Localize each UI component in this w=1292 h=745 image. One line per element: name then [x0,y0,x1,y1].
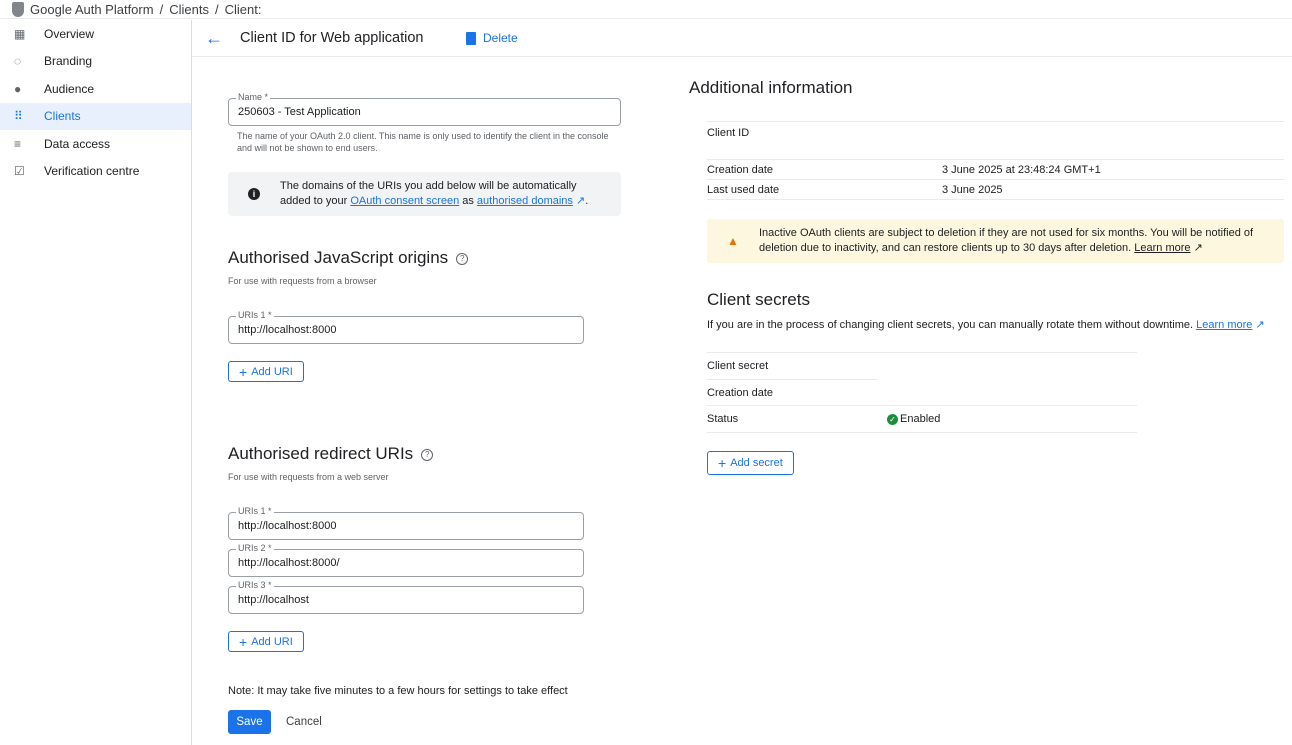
name-help-text: The name of your OAuth 2.0 client. This name is only used to identify the client in the console and will not be shown to end users. [237,131,609,153]
info-icon: i [248,188,260,200]
redirect-uris-heading: Authorised redirect URIs ? [228,444,433,464]
sidebar-item-audience[interactable]: ● Audience [0,75,191,103]
breadcrumb: Google Auth Platform / Clients / Client: [0,0,1292,19]
plus-icon: + [239,363,248,380]
learn-more-link[interactable]: Learn more [1196,319,1253,331]
inactive-warning-banner: ▲ Inactive OAuth clients are subject to deletion if they are not used for six months. You will be notified of deletion due to inactivity, and can restore clients up to 30 days after deletion. Learn more ↗ [707,219,1284,263]
redirect-uri-field[interactable]: URIs 3 * http://localhost [228,586,584,614]
help-icon[interactable]: ? [421,449,433,461]
plus-icon: + [718,455,727,471]
sidebar-item-verification-centre[interactable]: ☑ Verification centre [0,158,191,186]
js-uri-field[interactable]: URIs 1 * http://localhost:8000 [228,316,584,344]
check-circle-icon: ✓ [887,414,898,425]
page-title: Client ID for Web application [240,30,424,46]
breadcrumb-item[interactable]: Clients [169,1,209,17]
back-arrow-icon[interactable]: ← [205,27,223,48]
redirect-uris-subtitle: For use with requests from a web server [228,472,389,482]
account-circle-icon: ● [14,81,22,96]
external-link-icon: ↗ [1252,319,1265,331]
secrets-table [707,352,1137,433]
redirect-uri-field[interactable]: URIs 1 * http://localhost:8000 [228,512,584,540]
info-banner: i The domains of the URIs you add below will be automatically added to your OAuth consent screen as authorised domains ↗. [228,172,621,216]
warning-icon: ▲ [727,234,739,248]
sidebar-item-data-access[interactable]: ≡ Data access [0,130,191,158]
cancel-button[interactable]: Cancel [286,716,322,728]
learn-more-link[interactable]: Learn more [1134,242,1191,254]
client-secrets-description: If you are in the process of changing client secrets, you can manually rotate them without downtime. [707,319,1197,331]
secret-row: Status ✓ Enabled [707,406,1137,433]
info-row: Creation date 3 June 2025 at 23:48:24 GMT+1 [707,160,1284,180]
add-secret-button[interactable]: + Add secret [707,451,794,475]
palette-icon: ◌ [14,54,22,69]
sidebar-item-clients[interactable]: ⠿ Clients [0,103,191,131]
secret-row: Creation date [707,380,1137,406]
save-button[interactable]: Save [228,710,271,734]
add-js-uri-button[interactable]: + Add URI [228,361,304,382]
page-header [192,20,1292,57]
sidebar [0,20,192,745]
info-table [707,121,1284,200]
additional-info-heading: Additional information [689,78,853,97]
apps-grid-icon: ⠿ [14,109,23,124]
breadcrumb-item[interactable]: Google Auth Platform [30,1,154,17]
checkbox-icon: ☑ [14,164,25,179]
authorised-domains-link[interactable]: authorised domains [476,195,573,207]
redirect-uri-field[interactable]: URIs 2 * http://localhost:8000/ [228,549,584,577]
js-origins-heading: Authorised JavaScript origins ? [228,248,468,268]
client-secrets-heading: Client secrets [707,290,810,309]
data-settings-icon: ≡ [14,136,22,151]
settings-note: Note: It may take five minutes to a few hours for settings to take effect [228,685,568,697]
add-redirect-uri-button[interactable]: + Add URI [228,631,304,652]
js-origins-subtitle: For use with requests from a browser [228,276,377,286]
external-link-icon: ↗ [572,195,586,207]
sidebar-item-branding[interactable]: ◌ Branding [0,48,191,76]
breadcrumb-item: Client: [224,1,262,17]
info-row: Client ID [707,122,1284,160]
info-row: Last used date 3 June 2025 [707,180,1284,200]
shield-logo-icon [12,2,24,17]
secret-row: Client secret [707,353,877,380]
status-badge: ✓ Enabled [887,413,940,425]
dashboard-icon: ▦ [14,26,26,41]
plus-icon: + [239,633,248,650]
oauth-consent-link[interactable]: OAuth consent screen [350,195,460,207]
help-icon[interactable]: ? [456,253,468,265]
sidebar-item-overview[interactable]: ▦ Overview [0,20,191,48]
external-link-icon: ↗ [1190,242,1203,254]
name-field[interactable]: Name * 250603 - Test Application [228,98,621,126]
trash-icon [466,32,476,45]
delete-button[interactable]: Delete [466,31,518,45]
